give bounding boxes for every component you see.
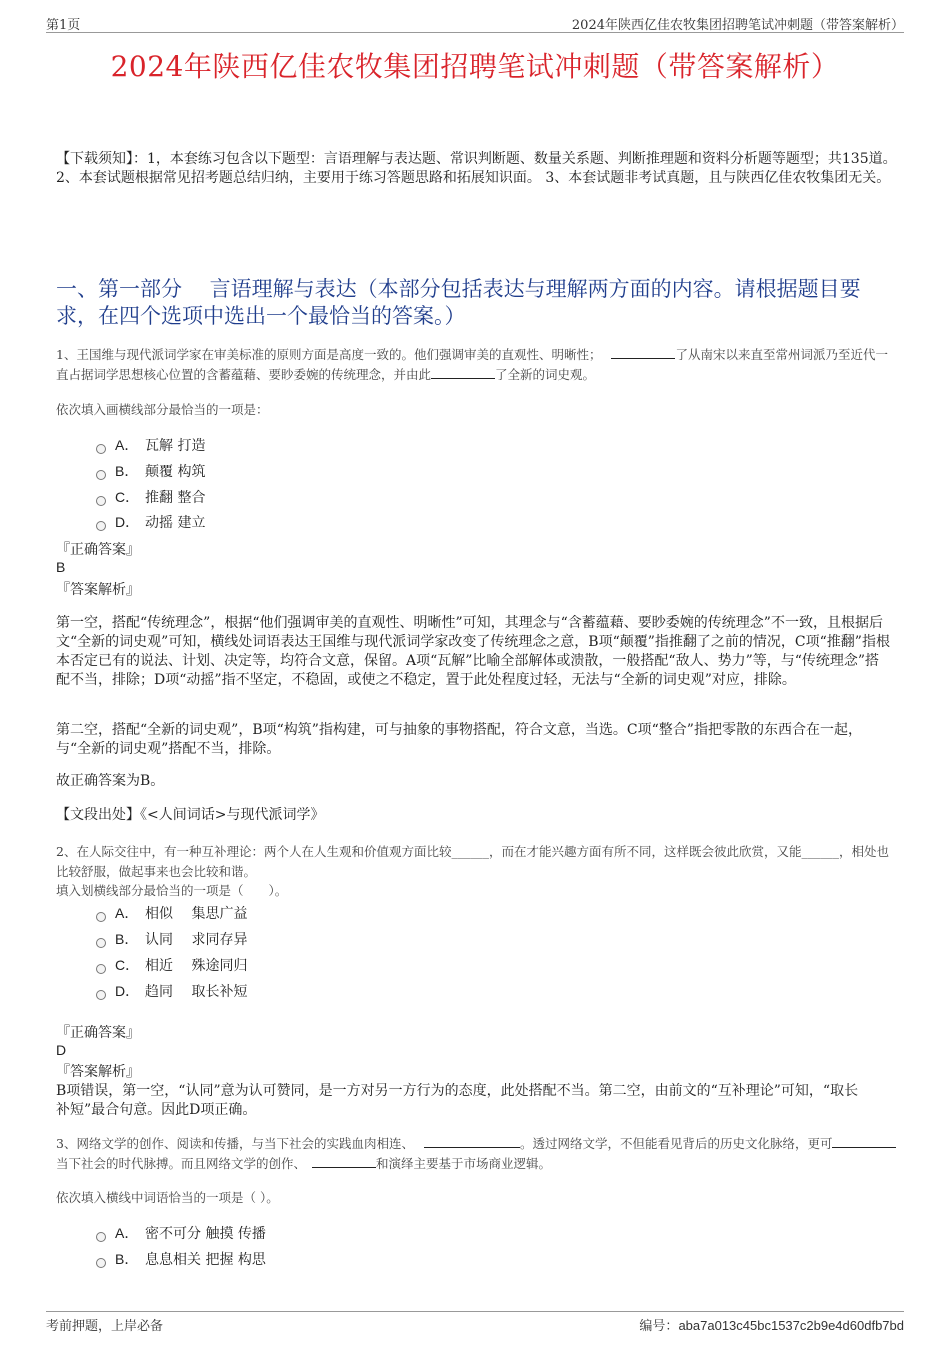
question-2-analysis-label: 『答案解析』 bbox=[56, 1064, 140, 1080]
download-notice: 【下载须知】：1，本套练习包含以下题型：言语理解与表达题、常识判断题、数量关系题、判断推理题和资料分析题等题型；共135道。 2、本套试题根据常见招考题总结归纳，主要用于练习答题思路和拓展知识面。 3、本套试题非考试真题，且与陕西亿佳农牧集团无关。 bbox=[56, 151, 897, 186]
question-2-answer: D bbox=[56, 1042, 67, 1058]
question-1-option-b[interactable]: B． 颠覆 构筑 bbox=[96, 460, 205, 482]
question-1-prompt: 依次填入画横线部分最恰当的一项是： bbox=[56, 402, 269, 417]
question-2-option-c[interactable]: C． 相近 殊途同归 bbox=[96, 954, 247, 976]
question-2-analysis: B项错误，第一空，“认同”意为认可赞同，是一方对另一方行为的态度，此处搭配不当。第二空，由前文的“互补理论”可知，“取长补短”最合句意。因此D项正确。 bbox=[56, 1083, 859, 1118]
section-heading: 一、第一部分 言语理解与表达（本部分包括表达与理解两方面的内容。请根据题目要求，在四个选项中选出一个最恰当的答案。） bbox=[56, 277, 861, 328]
question-1-analysis-paragraph-2: 第二空，搭配“全新的词史观”，B项“构筑”指构建，可与抽象的事物搭配，符合文意，当选。C项“整合”指把零散的东西合在一起，与“全新的词史观”搭配不当，排除。 bbox=[56, 722, 862, 757]
question-1-conclusion: 故正确答案为B。 bbox=[56, 773, 165, 789]
question-1-source: 【文段出处】《<人间词话>与现代派词学》 bbox=[56, 807, 325, 823]
question-2-option-a[interactable]: A． 相似 集思广益 bbox=[96, 902, 247, 924]
footer-divider bbox=[46, 1311, 904, 1312]
radio-icon[interactable] bbox=[96, 1232, 106, 1242]
question-3-option-a[interactable]: A． 密不可分 触摸 传播 bbox=[96, 1222, 266, 1244]
question-1-analysis-paragraph-1: 第一空，搭配“传统理念”，根据“他们强调审美的直观性、明晰性”可知，其理念与“含蓄蕴藉、要眇委婉的传统理念”不一致，且根据后文“全新的词史观”可知，横线处词语表达王国维与现代派词学家改变了传统理念之意，B项“颠覆”指推翻了之前的情况，C项“推翻”指根本否定已有的说法、计划、决定等，均符合文意，保留。A项“瓦解”比喻全部解体或溃散，一般搭配“敌人、势力”等，与“传统理念”搭配不当，排除；D项“动摇”指不坚定，不稳固，或使之不稳定，置于此处程度过轻，无法与“全新的词史观”对应，排除。 bbox=[56, 615, 890, 688]
radio-icon[interactable] bbox=[96, 990, 106, 1000]
footer-slogan: 考前押题，上岸必备 bbox=[46, 1319, 164, 1334]
question-1-blank-2 bbox=[431, 366, 495, 379]
question-2-text: 2、在人际交往中，有一种互补理论：两个人在人生观和价值观方面比较______，而在才能兴趣方面有所不同，这样既会彼此欣赏，又能______，相处也比较舒服，做起事来也会比较和谐。 bbox=[56, 844, 889, 879]
radio-icon[interactable] bbox=[96, 470, 106, 480]
question-3-prompt: 依次填入横线中词语恰当的一项是（ ）。 bbox=[56, 1190, 279, 1205]
question-2-option-d[interactable]: D． 趋同 取长补短 bbox=[96, 980, 247, 1002]
header-doc-title: 2024年陕西亿佳农牧集团招聘笔试冲刺题（带答案解析） bbox=[571, 18, 904, 33]
question-3-text: 3、网络文学的创作、阅读和传播，与当下社会的实践血肉相连、 。透过网络文学，不但能看见背后的历史文化脉络，更可当下社会的时代脉搏。而且网络文学的创作、 和演绎主要基于市场商业逻辑。 bbox=[56, 1134, 898, 1174]
question-1-option-d[interactable]: D． 动摇 建立 bbox=[96, 511, 205, 533]
question-1-option-c[interactable]: C． 推翻 整合 bbox=[96, 486, 205, 508]
question-3-option-b[interactable]: B． 息息相关 把握 构思 bbox=[96, 1248, 266, 1270]
question-3-blank-3 bbox=[312, 1155, 376, 1168]
question-2-correct-answer-label: 『正确答案』 bbox=[56, 1025, 140, 1041]
page-number: 第1页 bbox=[46, 18, 81, 33]
question-1-correct-answer-label: 『正确答案』 bbox=[56, 542, 140, 558]
document-title: 2024年陕西亿佳农牧集团招聘笔试冲刺题（带答案解析） bbox=[110, 50, 840, 83]
radio-icon[interactable] bbox=[96, 1258, 106, 1268]
footer-serial bbox=[639, 1315, 904, 1334]
question-1-text: 1、王国维与现代派词学家在审美标准的原则方面是高度一致的。他们强调审美的直观性、明晰性； 了从南宋以来直至常州词派乃至近代一直占据词学思想核心位置的含蓄蕴藉、要眇委婉的传统理念，并由此 了全新的词史观。 bbox=[56, 347, 888, 382]
radio-icon[interactable] bbox=[96, 521, 106, 531]
radio-icon[interactable] bbox=[96, 938, 106, 948]
radio-icon[interactable] bbox=[96, 912, 106, 922]
question-3-blank-2 bbox=[832, 1135, 896, 1148]
radio-icon[interactable] bbox=[96, 444, 106, 454]
question-1-option-a[interactable]: A． 瓦解 打造 bbox=[96, 434, 205, 456]
radio-icon[interactable] bbox=[96, 496, 106, 506]
question-1-analysis-label: 『答案解析』 bbox=[56, 582, 140, 598]
question-1-blank-1 bbox=[611, 346, 675, 359]
header-divider bbox=[46, 32, 904, 33]
footer-serial-label: 编号： bbox=[639, 1319, 679, 1334]
radio-icon[interactable] bbox=[96, 964, 106, 974]
question-2-option-b[interactable]: B． 认同 求同存异 bbox=[96, 928, 247, 950]
footer-serial-code: aba7a013c45bc1537c2b9e4d60dfb7bd bbox=[678, 1318, 904, 1333]
question-1-answer: B bbox=[56, 559, 66, 575]
question-2-prompt: 填入划横线部分最恰当的一项是（ ）。 bbox=[56, 883, 288, 898]
question-3-blank-1 bbox=[424, 1135, 520, 1148]
